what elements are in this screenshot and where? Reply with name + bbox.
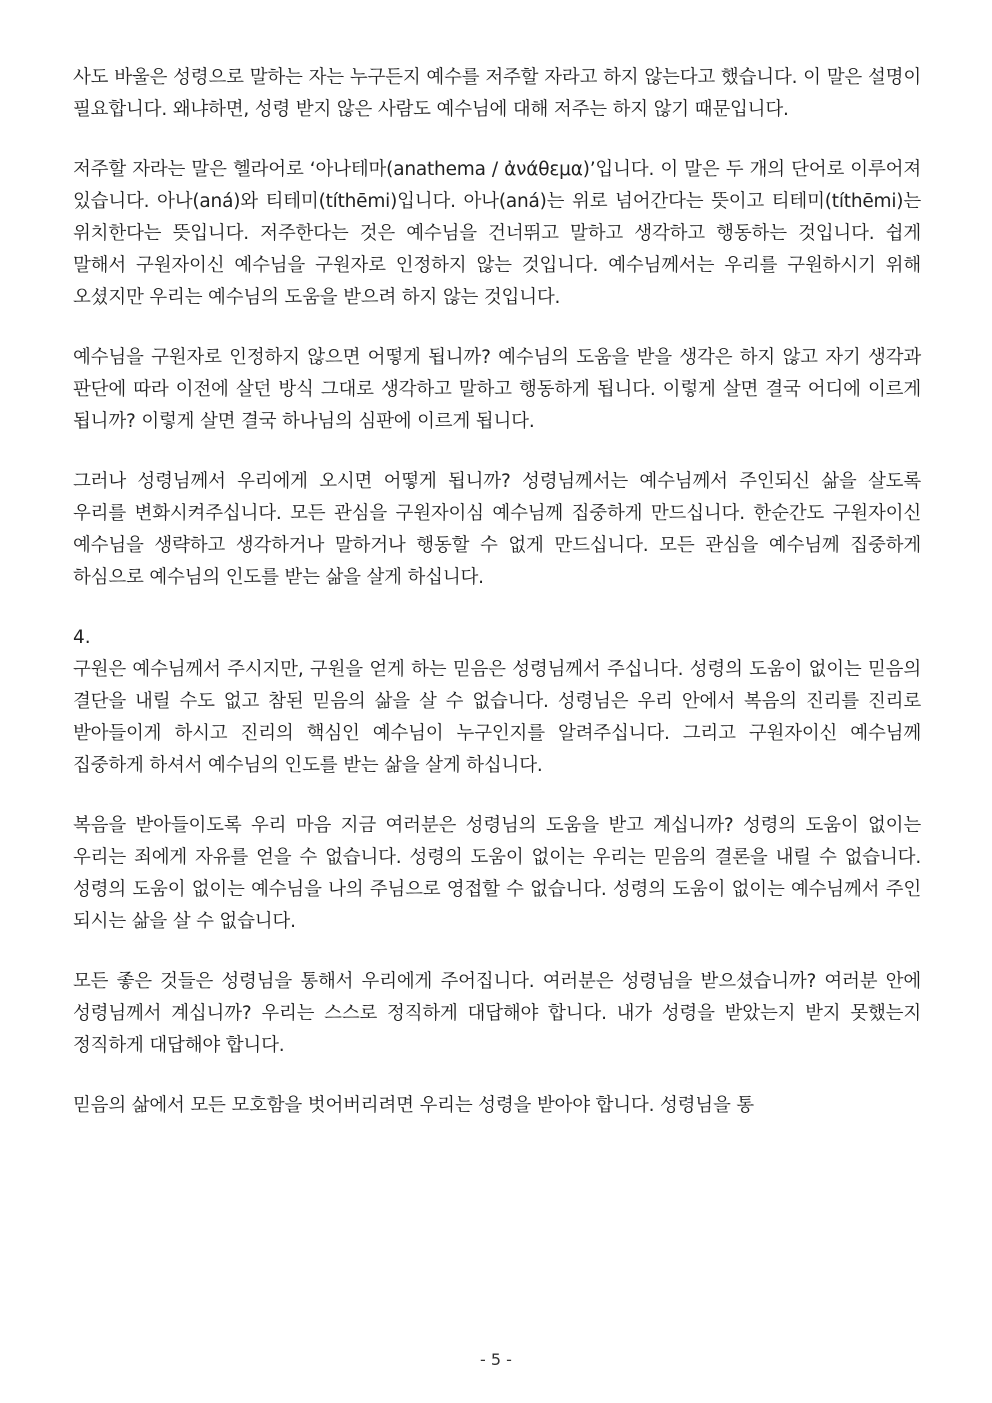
page-number: - 5 - bbox=[480, 1350, 512, 1369]
paragraph: 그러나 성령님께서 우리에게 오시면 어떻게 됩니까? 성령님께서는 예수님께서 주인되신 삶을 살도록 우리를 변화시켜주십니다. 모든 관심을 구원자이심 예수님께 집중하게 만드십니다. 한순간도 구원자이신 예수님을 생략하고 생각하거나 말하거나 행동할 수 없게 만드십니다. 모든 관심을 예수님께 집중하게 하심으로 예수님의 인도를 받는 삶을 살게 하십니다. bbox=[73, 471, 921, 588]
section-number: 4. bbox=[73, 627, 91, 648]
paragraph: 사도 바울은 성령으로 말하는 자는 누구든지 예수를 저주할 자라고 하지 않는다고 했습니다. 이 말은 설명이 필요합니다. 왜냐하면, 성령 받지 않은 사람도 예수님에 대해 저주는 하지 않기 때문입니다. bbox=[73, 67, 921, 120]
paragraph: 모든 좋은 것들은 성령님을 통해서 우리에게 주어집니다. 여러분은 성령님을 받으셨습니까? 여러분 안에 성령님께서 계십니까? 우리는 스스로 정직하게 대답해야 합니다. 내가 성령을 받았는지 받지 못했는지 정직하게 대답해야 합니다. bbox=[73, 971, 921, 1056]
paragraph: 복음을 받아들이도록 우리 마음 지금 여러분은 성령님의 도움을 받고 계십니까? 성령의 도움이 없이는 우리는 죄에게 자유를 얻을 수 없습니다. 성령의 도움이 없이는 우리는 믿음의 결론을 내릴 수 없습니다. 성령의 도움이 없이는 예수님을 나의 주님으로 영접할 수 없습니다. 성령의 도움이 없이는 예수님께서 주인 되시는 삶을 살 수 없습니다. bbox=[73, 815, 921, 932]
paragraph: 예수님을 구원자로 인정하지 않으면 어떻게 됩니까? 예수님의 도움을 받을 생각은 하지 않고 자기 생각과 판단에 따라 이전에 살던 방식 그대로 생각하고 말하고 행동하게 됩니다. 이렇게 살면 결국 어디에 이르게 됩니까? 이렇게 살면 결국 하나님의 심판에 이르게 됩니다. bbox=[73, 347, 921, 432]
document-body bbox=[73, 62, 921, 1122]
paragraph: 저주할 자라는 말은 헬라어로 ‘아나테마(anathema / ἀνάθεμα)’입니다. 이 말은 두 개의 단어로 이루어져 있습니다. 아나(aná)와 티테미(títhēmi)입니다. 아나(aná)는 위로 넘어간다는 뜻이고 티테미(títhēmi)는 위치한다는 뜻입니다. 저주한다는 것은 예수님을 건너뛰고 말하고 생각하고 행동하는 것입니다. 쉽게 말해서 구원자이신 예수님을 구원자로 인정하지 않는 것입니다. 예수님께서는 우리를 구원하시기 위해 오셨지만 우리는 예수님의 도움을 받으려 하지 않는 것입니다. bbox=[73, 159, 921, 308]
paragraph: 믿음의 삶에서 모든 모호함을 벗어버리려면 우리는 성령을 받아야 합니다. 성령님을 통 bbox=[73, 1095, 754, 1116]
paragraph: 구원은 예수님께서 주시지만, 구원을 얻게 하는 믿음은 성령님께서 주십니다. 성령의 도움이 없이는 믿음의 결단을 내릴 수도 없고 참된 믿음의 삶을 살 수 없습니다. 성령님은 우리 안에서 복음의 진리를 진리로 받아들이게 하시고 진리의 핵심인 예수님이 누구인지를 알려주십니다. 그리고 구원자이신 예수님께 집중하게 하셔서 예수님의 인도를 받는 삶을 살게 하십니다. bbox=[73, 659, 921, 776]
